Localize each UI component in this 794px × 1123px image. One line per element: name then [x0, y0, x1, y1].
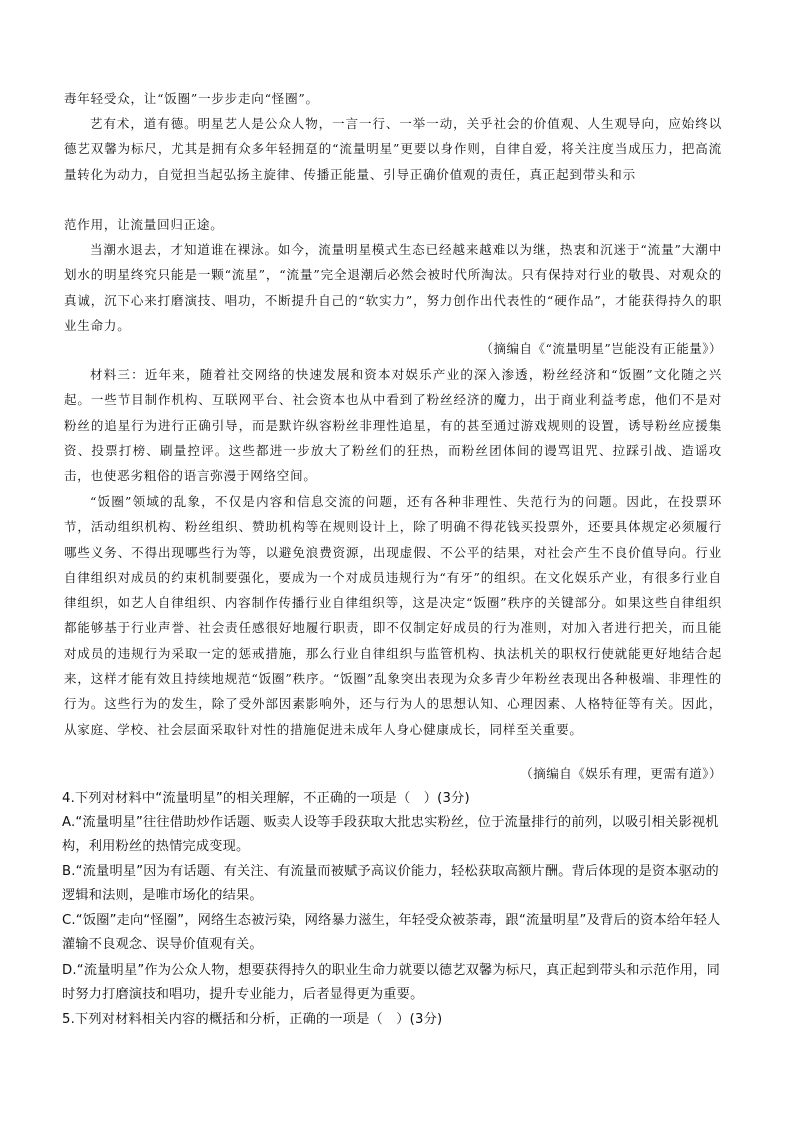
question-4-stem: 4.下列对材料中“流量明星”的相关理解，不正确的一项是（ ）(3分) [62, 791, 470, 806]
passage-paragraph-1: 艺有术，道有德。明星艺人是公众人物，一言一行、一举一动，关乎社会的价值观、人生观导向，应始终以德艺双馨为标尺，尤其是拥有众多年轻拥趸的“流量明星”更要以身作则，自律自爱，将关注度当成压力，把高流量转化为动力，自觉担当起弘扬主旋律、传播正能量、引导正确价值观的责任，真正起到带头和示 [64, 116, 722, 182]
source-citation-2: （摘编自《娱乐有理，更需有道》） [520, 766, 722, 781]
question-5-stem: 5.下列对材料相关内容的概括和分析，正确的一项是（ ）(3分) [62, 1012, 443, 1027]
question-4-option-a[interactable]: A.“流量明星”往往借助炒作话题、贩卖人设等手段获取大批忠实粉丝，位于流量排行的前列，以吸引相关影视机构，利用粉丝的热情完成变现。 [62, 815, 719, 854]
question-4-option-d[interactable]: D.“流量明星”作为公众人物，想要获得持久的职业生命力就要以德艺双馨为标尺，真正起到带头和示范作用，同时努力打磨演技和唱功，提升专业能力，后者显得更为重要。 [62, 963, 721, 1002]
material-three-paragraph: 材料三：近年来，随着社交网络的快速发展和资本对娱乐产业的深入渗透，粉丝经济和“饭圈”文化随之兴起。一些节目制作机构、互联网平台、社会资本也从中看到了粉丝经济的魔力，出于商业利益考虑，他们不是对粉丝的追星行为进行正确引导，而是默许纵容粉丝非理性追星，有的甚至通过游戏规则的设置，诱导粉丝应援集资、投票打榜、刷量控评。这些都进一步放大了粉丝们的狂热，而粉丝团体间的谩骂诅咒、拉踩引战、造谣攻击，也使恶劣粗俗的语言弥漫于网络空间。 [64, 367, 722, 484]
passage-paragraph-4: “饭圈”领域的乱象，不仅是内容和信息交流的问题，还有各种非理性、失范行为的问题。因此，在投票环节，活动组织机构、粉丝组织、赞助机构等在规则设计上，除了明确不得花钱买投票外，还要具体规定必须履行哪些义务、不得出现哪些行为等，以避免浪费资源，出现虚假、不公平的结果，对社会产生不良价值导向。行业自律组织对成员的约束机制要强化，要成为一个对成员违规行为“有牙”的组织。在文化娱乐产业，有很多行业自律组织，如艺人自律组织、内容制作传播行业自律组织等，这是决定“饭圈”秩序的关键部分。如果这些自律组织都能够基于行业声誉、社会责任感很好地履行职责，即不仅制定好成员的行为准则，对加入者进行把关，而且能对成员的违规行为采取一定的惩戒措施，那么行业自律组织与监管机构、执法机关的职权行使就能更好地结合起来，这样才能有效且持续地规范“饭圈”秩序。“饭圈”乱象突出表现为众多青少年粉丝表现出各种极端、非理性的行为。这些行为的发生，除了受外部因素影响外，还与行为人的思想认知、心理因素、人格特征等有关。因此，从家庭、学校、社会层面采取针对性的措施促进未成年人身心健康成长，同样至关重要。 [64, 494, 722, 737]
passage-paragraph-1-end: 范作用，让流量回归正途。 [64, 217, 224, 232]
source-citation-1: （摘编自《“流量明星”岂能没有正能量》） [480, 341, 722, 356]
passage-paragraph-2: 当潮水退去，才知道谁在裸泳。如今，流量明星模式生态已经越来越难以为继，热衷和沉迷于“流量”大潮中划水的明星终究只能是一颗“流星”，“流量”完全退潮后必然会被时代所淘汰。只有保持对行业的敬畏、对观众的真诚，沉下心来打磨演技、唱功，不断提升自己的“软实力”，努力创作出代表性的“硬作品”，才能获得持久的职业生命力。 [64, 242, 722, 333]
question-4-option-b[interactable]: B.“流量明星”因为有话题、有关注、有流量而被赋予高议价能力，轻松获取高额片酬。背后体现的是资本驱动的逻辑和法则，是唯市场化的结果。 [62, 864, 719, 903]
question-4-option-c[interactable]: C.“饭圈”走向“怪圈”，网络生态被污染，网络暴力滋生，年轻受众被荼毒，跟“流量明星”及背后的资本给年轻人灌输不良观念、误导价值观有关。 [62, 913, 721, 952]
passage-paragraph-0: 毒年轻受众，让“饭圈”一步步走向“怪圈”。 [64, 91, 319, 106]
